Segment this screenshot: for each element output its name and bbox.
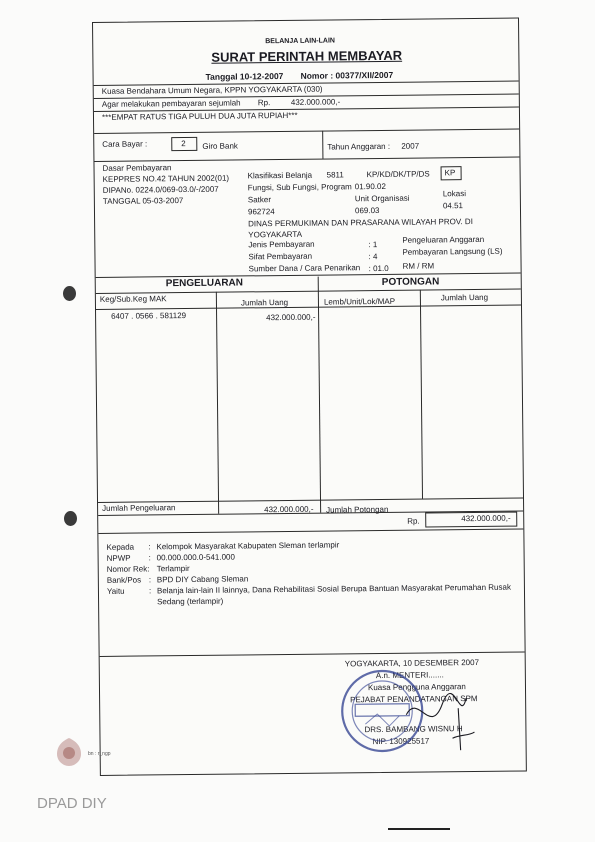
- fungsi-value: 01.90.02: [354, 181, 386, 192]
- row-code: 6407 . 0566 . 581129: [111, 311, 187, 321]
- bank-colon: :: [148, 575, 152, 585]
- lokasi-label: Lokasi: [442, 189, 466, 199]
- divider: [98, 498, 523, 503]
- npwp-value: 00.000.000.0-541.000: [156, 552, 235, 563]
- klasifikasi-types: KP/KD/DK/TP/DS: [366, 169, 430, 180]
- dasar-line3: TANGGAL 05-03-2007: [102, 196, 184, 206]
- klasifikasi-selected: KP: [444, 168, 456, 178]
- kepada-colon: :: [148, 542, 151, 552]
- agar-amount: 432.000.000,-: [290, 97, 341, 107]
- dpad-logo-emblem: [54, 736, 84, 768]
- bottom-mark: [388, 828, 450, 830]
- jumlah-potongan-label: Jumlah Potongan: [326, 504, 389, 515]
- col-divider-3: [420, 290, 423, 499]
- dasar-line1: KEPPRES NO.42 TAHUN 2002(01): [102, 173, 230, 184]
- signature-role2: PEJABAT PENANDATANGAN SPM: [350, 694, 478, 705]
- yaitu-label: Yaitu: [106, 586, 125, 596]
- sumber-label: Sumber Dana / Cara Penarikan: [248, 263, 361, 274]
- dasar-label: Dasar Pembayaran: [102, 163, 172, 173]
- npwp-colon: :: [148, 553, 151, 563]
- form-number: Nomor : 00377/XII/2007: [300, 69, 394, 81]
- spm-form: [92, 18, 527, 776]
- jumlah-pengeluaran-label: Jumlah Pengeluaran: [102, 503, 176, 513]
- divider: [94, 129, 519, 134]
- unit-org-value: 069.03: [354, 206, 380, 216]
- form-title: SURAT PERINTAH MEMBAYAR: [211, 47, 403, 65]
- unit-org-label: Unit Organisasi: [354, 193, 410, 204]
- punch-hole-top: [63, 286, 76, 301]
- yaitu-line1: Belanja lain-lain II lainnya, Dana Rehabilitasi Sosial Berupa Bantuan Masyarakat Perumahan Rusak: [156, 582, 511, 596]
- col-lemb-header: Lemb/Unit/Lok/MAP: [323, 296, 396, 307]
- signature-nip: NIP. 130925517: [372, 736, 430, 747]
- lokasi-value: 04.51: [442, 201, 464, 211]
- handwritten-signature: [400, 674, 481, 755]
- col-keg-header: Keg/Sub.Keg MAK: [99, 294, 167, 304]
- jenis-label: Jenis Pembayaran: [248, 239, 315, 250]
- jenis-value: Pengeluaran Anggaran: [402, 234, 485, 245]
- col-jumlah2-header: Jumlah Uang: [440, 292, 489, 303]
- divider: [96, 305, 521, 310]
- rek-value: Terlampir: [156, 564, 190, 574]
- row-amount: 432.000.000,-: [266, 312, 316, 323]
- rp-total: 432.000.000,-: [461, 513, 511, 524]
- satker-label: Satker: [247, 195, 272, 205]
- pengeluaran-title: PENGELUARAN: [165, 277, 244, 290]
- col-divider-1: [216, 292, 219, 514]
- rp-label: Rp.: [407, 516, 420, 526]
- col-jumlah-header: Jumlah Uang: [240, 297, 289, 308]
- divider: [98, 529, 523, 534]
- klasifikasi-code: 5811: [326, 170, 344, 180]
- kepada-value: Kelompok Masyarakat Kabupaten Sleman terlampir: [156, 540, 340, 552]
- kepada-label: Kepada: [106, 542, 135, 552]
- watermark-dpad: DPAD DIY: [37, 795, 107, 812]
- agar-currency: Rp.: [257, 98, 271, 108]
- form-date: Tanggal 10-12-2007: [205, 70, 284, 82]
- tahun-anggaran-value: 2007: [401, 141, 420, 151]
- yaitu-line2: Sedang (terlampir): [157, 596, 224, 607]
- dasar-line2: DIPANo. 0224.0/069-03.0/-/2007: [102, 184, 219, 195]
- npwp-label: NPWP: [106, 553, 131, 563]
- fungsi-label: Fungsi, Sub Fungsi, Program: [247, 182, 352, 193]
- kuasa-line: Kuasa Bendahara Umum Negara, KPPN YOGYAKARTA (030): [101, 84, 323, 96]
- signature-place-date: YOGYAKARTA, 10 DESEMBER 2007: [344, 657, 480, 669]
- cara-bayar-label: Cara Bayar :: [102, 139, 148, 149]
- cara-bayar-code: 2: [181, 139, 186, 149]
- small-code: bn : r_ngp: [88, 751, 111, 757]
- bank-value: BPD DIY Cabang Sleman: [156, 574, 249, 585]
- divider: [322, 131, 323, 159]
- satker-value: 962724: [247, 207, 275, 217]
- rek-label: Nomor Rek:: [106, 564, 150, 574]
- punch-hole-bottom: [64, 511, 77, 526]
- signature-an: A.n. MENTERI.......: [375, 670, 444, 681]
- dinas-line1: DINAS PERMUKIMAN DAN PRASARANA WILAYAH PROV. DI: [248, 217, 473, 229]
- signature-name: DRS. BAMBANG WISNU H: [364, 724, 463, 735]
- form-category: BELANJA LAIN-LAIN: [265, 37, 335, 46]
- jumlah-pengeluaran-value: 432.000.000,-: [264, 504, 314, 515]
- cara-bayar-value: Giro Bank: [202, 141, 238, 151]
- divider: [100, 652, 525, 657]
- agar-label: Agar melakukan pembayaran sejumlah: [101, 98, 241, 109]
- dinas-line2: YOGYAKARTA: [248, 229, 303, 240]
- signature-role1: Kuasa Pengguna Anggaran: [367, 682, 466, 693]
- terbilang: ***EMPAT RATUS TIGA PULUH DUA JUTA RUPIAH***: [101, 110, 298, 122]
- jenis-code: : 1: [368, 240, 378, 250]
- potongan-title: POTONGAN: [381, 276, 440, 288]
- col-divider-2: [318, 277, 321, 513]
- yaitu-colon: :: [148, 586, 152, 596]
- klasifikasi-label: Klasifikasi Belanja: [247, 170, 313, 181]
- tahun-anggaran-label: Tahun Anggaran :: [327, 141, 391, 152]
- sumber-value: RM / RM: [402, 261, 435, 271]
- sifat-code: : 4: [368, 252, 378, 262]
- sifat-value: Pembayaran Langsung (LS): [402, 246, 503, 257]
- bank-label: Bank/Pos: [106, 575, 142, 585]
- divider: [94, 157, 519, 162]
- sumber-code: : 01.0: [368, 263, 389, 274]
- sifat-label: Sifat Pembayaran: [248, 251, 313, 262]
